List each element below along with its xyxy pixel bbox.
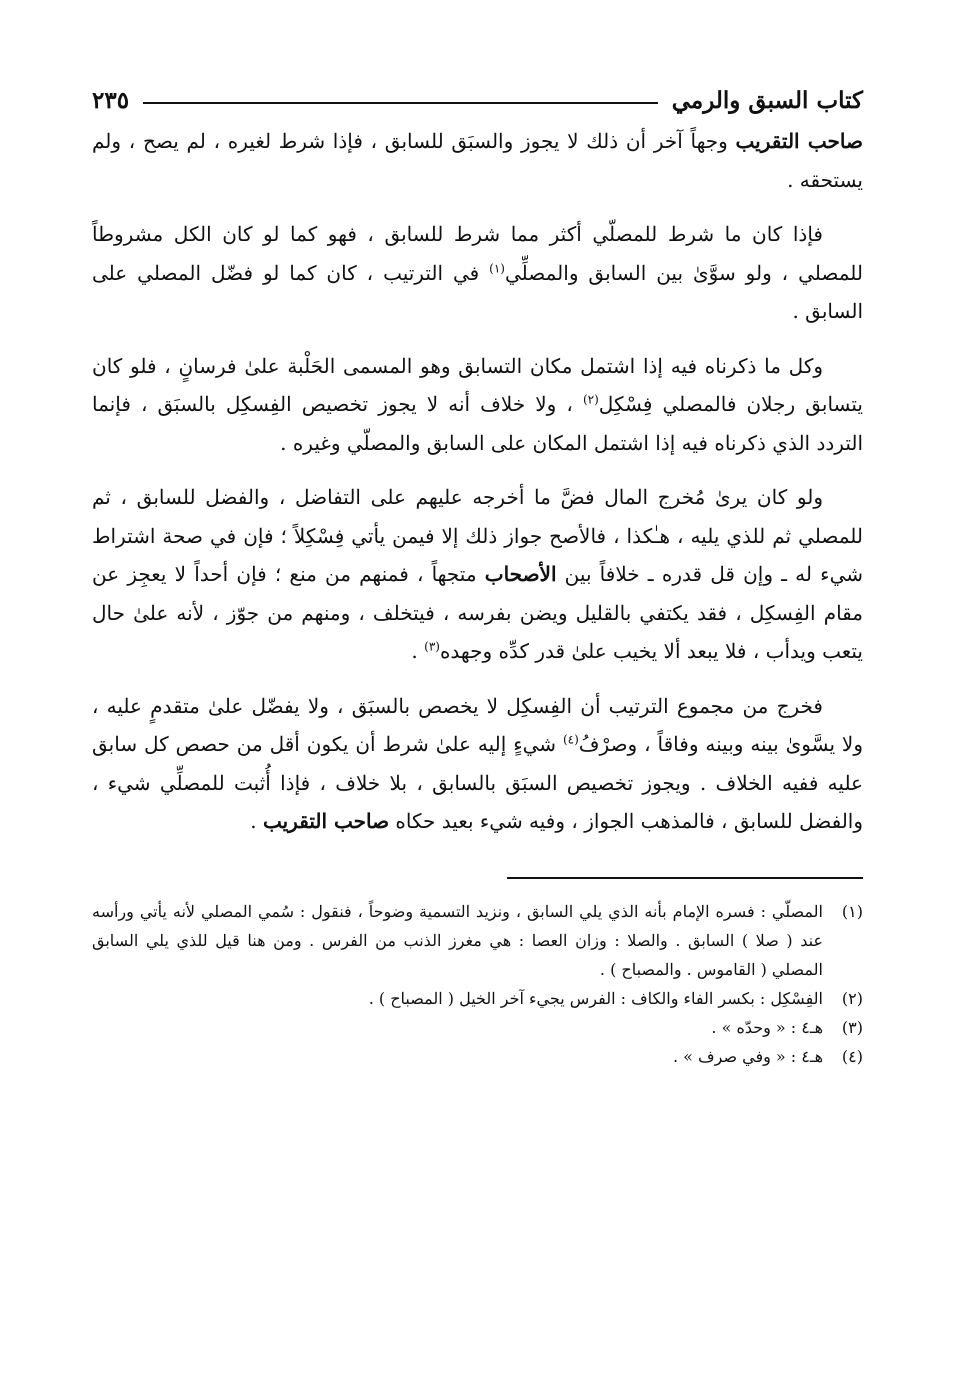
footnotes [92, 897, 863, 1071]
bold-term: صاحب التقريب [735, 129, 863, 153]
paragraph-4 [92, 478, 863, 671]
book-title: كتاب السبق والرمي [671, 86, 863, 114]
footnote-1 [92, 897, 863, 984]
footnote-text: هـ٤ : « وحدّه » . [711, 1017, 823, 1037]
page-number: ٢٣٥ [92, 86, 130, 114]
paragraph-text: شيءٍ إليه علىٰ شرط أن يكون أقل من حصص كل سابق عليه ففيه الخلاف . ويجوز تخصيص السبَق بالسابق ، بلا خلاف ، فإذا أُثبت للمصلِّي شيء ، والفضل للسابق ، فالمذهب الجواز ، وفيه شيء بعيد حكاه [92, 732, 863, 833]
footnote-text: هـ٤ : « وفي صرف » . [673, 1046, 823, 1066]
header-rule [143, 102, 658, 104]
footnote-ref-3[interactable]: (٣) [424, 639, 440, 654]
paragraph-text: في الترتيب ، كان كما لو فضّل المصلي على السابق . [92, 260, 863, 323]
footnote-4 [92, 1042, 863, 1071]
bold-term: صاحب التقريب [262, 809, 390, 833]
paragraph-text: وكل ما ذكرناه فيه إذا اشتمل مكان التسابق وهو المسمى الحَلْبة علىٰ فرسانٍ ، فلو كان يتسابق رجلان فالمصلي فِسْكِل [92, 353, 864, 416]
paragraph-5 [92, 687, 863, 841]
footnote-text: الفِسْكِل : بكسر الفاء والكاف : الفرس يجيء آخر الخيل ( المصباح ) . [368, 988, 823, 1008]
footnote-ref-1[interactable]: (١) [489, 260, 505, 275]
footnote-3 [92, 1013, 863, 1042]
paragraph-2 [92, 215, 863, 331]
paragraph-text: فإذا كان ما شرط للمصلّي أكثر مما شرط للسابق ، فهو كما لو كان الكل مشروطاً للمصلي ، ولو سوَّىٰ بين السابق والمصلِّي [92, 222, 863, 285]
footnote-ref-2[interactable]: (٢) [582, 392, 599, 407]
footnote-2 [92, 984, 863, 1013]
footnote-number: (٣) [841, 1017, 863, 1037]
paragraph-text: متجهاً ، فمنهم من منع ؛ فإن أحداً لا يعجِز عن مقام الفِسكِل ، فقد يكتفي بالقليل ويضن بفرسه ، فيتخلف ، ومنهم من جوّز ، لأنه علىٰ حال يتعب ويدأب ، فلا يبعد ألا يخيب علىٰ قدر كدِّه وجهده [92, 562, 863, 663]
paragraph-text: . [250, 809, 263, 833]
footnote-number: (١) [841, 901, 863, 921]
footnote-separator [507, 877, 863, 879]
footnote-text: المصلّي : فسره الإمام بأنه الذي يلي السابق ، ونزيد التسمية وضوحاً ، فنقول : سُمي المصلي لأنه يأتي ورأسه عند ( صلا ) السابق . والصلا : وزان العصا : هي مغرز الذنب من الفرس . ومن هنا قيل للذي يلي السابق المصلي ( القاموس . والمصباح ) . [92, 901, 823, 979]
paragraph-text: فخرج من مجموع الترتيب أن الفِسكِل لا يخصص بالسبَق ، ولا يفضّل علىٰ متقدمٍ عليه ، ولا يسَّوىٰ بينه وبينه وفاقاً ، وصرْفُ [92, 693, 863, 756]
paragraph-text: وجهاً آخر أن ذلك لا يجوز والسبَق للسابق ، فإذا شرط لغيره ، لم يصح ، ولم يستحقه . [92, 129, 863, 192]
footnote-number: (٢) [841, 988, 863, 1008]
main-text [92, 122, 863, 841]
footnote-ref-4[interactable]: (٤) [562, 732, 579, 747]
bold-term: الأصحاب [484, 562, 557, 586]
paragraph-text: ، ولا خلاف أنه لا يجوز تخصيص الفِسكِل بالسبَق ، فإنما التردد الذي ذكرناه فيه إذا اشتمل المكان على السابق والمصلّي وغيره . [92, 392, 863, 455]
paragraph-3 [92, 347, 863, 463]
paragraph-text: . [411, 639, 425, 663]
paragraph-text: ولو كان يرىٰ مُخرج المال فضَّ ما أخرجه عليهم على التفاضل ، والفضل للسابق ، ثم للمصلي ثم للذي يليه ، هـٰكذا ، فالأصح جواز ذلك إلا فيمن يأتي فِسْكِلاً ؛ فإن في صحة اشتراط شيء له ـ وإن قل قدره ـ خلافاً بين [92, 485, 864, 586]
footnote-number: (٤) [841, 1046, 863, 1066]
running-header [92, 78, 863, 122]
paragraph-1 [92, 122, 863, 199]
